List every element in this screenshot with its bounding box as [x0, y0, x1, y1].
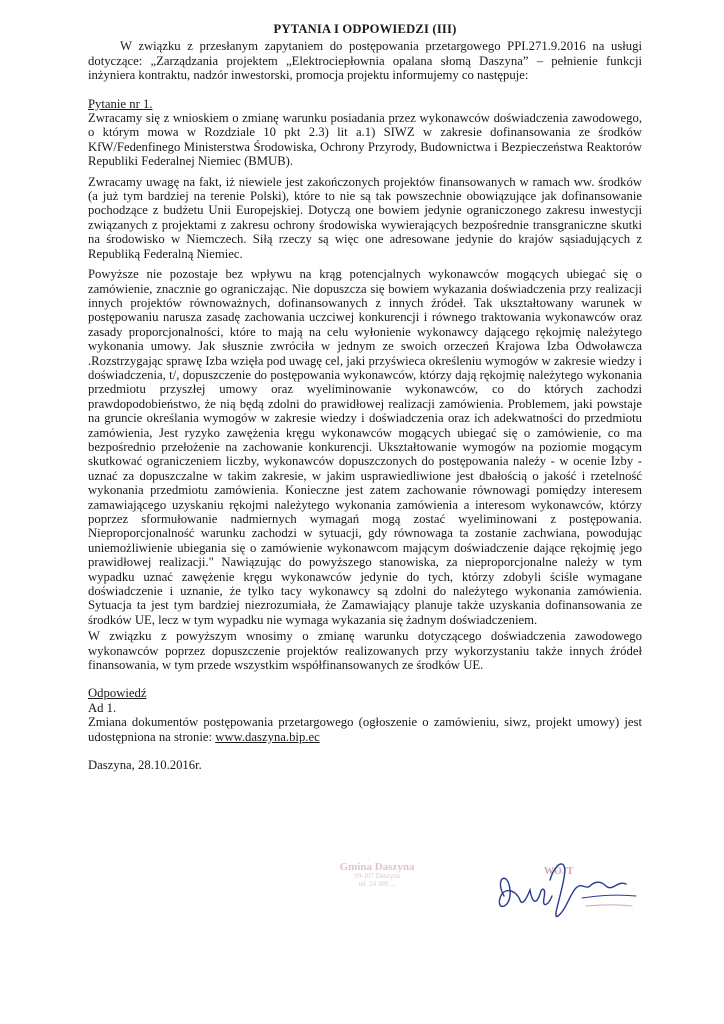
question-paragraph-1: Zwracamy się z wnioskiem o zmianę warunku posiadania przez wykonawców doświadczenia zawodowego, o którym mowa w Rozdziale 10 pkt 2.3) lit a.1) SIWZ w zakresie dofinansowania ze środków KfW/Fedenfinego Ministerstwa Środowiska, Ochrony Przyrody, Budownictwa i Bezpieczeństwa Reaktorów Republiki Federalnej Niemiec (BMUB).: [88, 111, 642, 169]
office-stamp: [318, 862, 436, 898]
question-paragraph-4: W związku z powyższym wnosimy o zmianę warunku dotyczącego doświadczenia zawodowego wykonawców poprzez dopuszczenie projektów realizowanych przy wykorzystaniu także innych źródeł finansowania, w tym przede wszystkim współfinansowanych ze środków UE.: [88, 629, 642, 673]
question-heading: Pytanie nr 1.: [88, 96, 153, 111]
answer-body: Zmiana dokumentów postępowania przetargowego (ogłoszenie o zamówieniu, siwz, projekt umowy) jest udostępniona na stronie:: [88, 715, 642, 744]
handwritten-signature: [486, 850, 646, 930]
answer-text: [88, 715, 642, 744]
question-paragraph-2: Zwracamy uwagę na fakt, iż niewiele jest zakończonych projektów finansowanych w ramach ww. środków (a już tym bardziej na terenie Polski), które to nie są tak powszechnie obowiązujące jak dofinansowanie pochodzące z budżetu Unii Europejskiej. Dotyczą one bowiem jedynie ograniczonego zakresu inwestycji związanych z projektami z zakresu ochrony środowiska wywierających bezpośrednie transgraniczne skutki na środowisko w Niemczech. Siłą rzeczy są więc one adresowane jedynie do krajów sąsiadujących z Republiką Federalną Niemiec.: [88, 174, 642, 261]
place-date: Daszyna, 28.10.2016r.: [88, 758, 202, 773]
stamp-line-3: tel. 24 389 ...: [358, 880, 396, 888]
answer-heading: Odpowiedź: [88, 686, 147, 701]
question-paragraph-3: Powyższe nie pozostaje bez wpływu na krąg potencjalnych wykonawców mogących ubiegać się o zamówienie, znacznie go ograniczając. Nie dopuszcza się bowiem wykazania doświadczenia przy realizacji innych projektów równoważnych, dofinansowanych z innych źródeł. Tak ukształtowany warunek w postępowaniu narusza zasadę zachowania uczciwej konkurencji i równego traktowania wykonawców oraz zasady proporcjonalności, które to mają na celu wyłonienie wykonawcy dającego rękojmię należytego wykonania umowy. Jak słusznie zwróciła w jednym ze swoich orzeczeń Krajowa Izba Odwoławcza .Rozstrzygając sprawę Izba wzięła pod uwagę cel, jaki przyświeca określeniu wymogów w zakresie wiedzy i doświadczenia, t/, dopuszczenie do postępowania wykonawców, którzy dają rękojmię należytego wykonania przedmiotu przyszłej umowy oraz wyeliminowanie wykonawców, co do których zachodzi prawdopodobieństwo, że nią będą zdolni do prawidłowej realizacji zamówienia. Problemem, jaki powstaje na gruncie określania wymogów w zakresie wiedzy i doświadczenia oraz ich adekwatności do przedmiotu zamówienia, Jest ryzyko zawężenia kręgu wykonawców mogących ubiegać się o zamówienie, co ma bezpośrednio przełożenie na zachowanie konkurencji. Ukształtowanie wymogów na poziomie mogącym skutkować ograniczeniem liczby, wykonawców dopuszczonych do postępowania należy - w ocenie Izby - uznać za dopuszczalne w takim zakresie, w jakim usprawiedliwione jest dbałością o jakość i rzetelność wykonania przedmiotu zamówienia. Konieczne jest zatem zachowanie równowagi pomiędzy interesem zamawiającego uzyskaniu rękojmi należytego wykonania zamówienia a interesom wykonawców, którzy poprzez sformułowanie nadmiernych wymagań mogą zostać wyeliminowani z postępowania. Nieproporcjonalność warunku zachodzi w sytuacji, gdy równowaga ta zostanie zachwiana, powodując uniemożliwienie ubiegania się o zamówienie wykonawcom mającym doświadczenie dające rękojmię jego prawidłowej realizacji." Nawiązując do powyższego stanowiska, za nieproporcjonalne należy w tym wypadku uznać zawężenie kręgu wykonawców jedynie do tych, którzy zdobyli ściśle wymagane doświadczenie i uznanie, że tylko tacy wykonawcy są zdolni do należytego wykonania zamówienia. Sytuacja ta jest tym bardziej niezrozumiała, że Zamawiający planuje także uzyskania dofinansowania ze środków UE, lecz w tym wypadku nie wymaga wykazania się żadnym doświadczeniem.: [88, 267, 642, 627]
answer-ad: Ad 1.: [88, 700, 117, 715]
bip-link[interactable]: www.daszyna.bip.ec: [215, 729, 320, 744]
stamp-line-1: Gmina Daszyna: [339, 861, 415, 873]
signature-caption: WÓJT: [544, 866, 574, 877]
document-page: [88, 22, 642, 773]
intro-paragraph: W związku z przesłanym zapytaniem do postępowania przetargowego PPI.271.9.2016 na usługi dotyczące: „Zarządzania projektem „Elektrociepłownia opalana słomą Daszyna” – pełnienie funkcji inżyniera kontraktu, nadzór inwestorski, promocja projektu informujemy co następuje:: [88, 39, 642, 83]
document-title: PYTANIA I ODPOWIEDZI (III): [273, 22, 457, 36]
stamp-line-2: 99-107 Daszyna: [354, 872, 400, 880]
